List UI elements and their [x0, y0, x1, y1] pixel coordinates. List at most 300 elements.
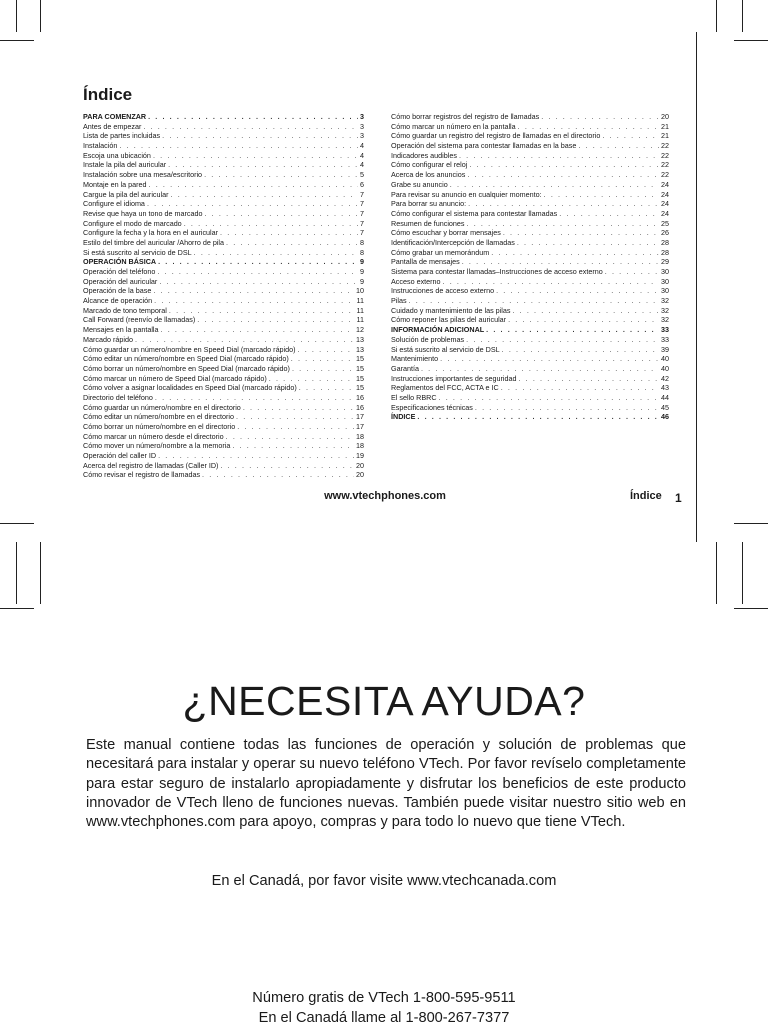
- toc-entry: [83, 228, 364, 238]
- toc-entry: [391, 354, 669, 364]
- toc-entry: [83, 345, 364, 355]
- toc-heading: Índice: [83, 85, 133, 104]
- toc-entry-label: Garantía: [391, 363, 419, 373]
- toc-entry: [83, 180, 364, 190]
- toc-entry: [391, 286, 669, 296]
- toc-leader-dots: [440, 354, 659, 364]
- toc-entry-label: Pilas: [391, 296, 407, 306]
- toc-entry-label: Reglamentos del FCC, ACTA e IC: [391, 383, 499, 393]
- toc-leader-dots: [148, 112, 358, 122]
- toc-entry-page: 9: [360, 267, 364, 276]
- toc-entry: [391, 180, 669, 190]
- toc-leader-dots: [468, 199, 659, 209]
- toc-entry-page: 17: [356, 412, 364, 422]
- toc-entry: [83, 364, 364, 374]
- toc-entry-label: Marcado de tono temporal: [83, 305, 167, 315]
- toc-entry-page: 40: [661, 354, 669, 364]
- toc-leader-dots: [467, 170, 659, 180]
- toc-entry-label: INFORMACIÓN ADICIONAL: [391, 325, 485, 335]
- toc-leader-dots: [269, 374, 354, 384]
- toc-entry-page: 7: [360, 208, 364, 218]
- crop-mark: [16, 0, 17, 32]
- toc-leader-dots: [462, 257, 659, 267]
- toc-leader-dots: [226, 432, 354, 442]
- toc-entry: [83, 170, 364, 180]
- toc-entry-label: Resumen de funciones: [391, 218, 465, 228]
- toc-entry-page: 18: [356, 431, 364, 441]
- toc-entry: [83, 141, 364, 151]
- crop-mark: [40, 0, 41, 32]
- toc-entry: [391, 122, 669, 132]
- toc-entry-page: 13: [356, 334, 364, 344]
- toc-entry: [391, 238, 669, 248]
- toc-leader-dots: [491, 248, 659, 258]
- toc-entry-page: 19: [356, 451, 364, 461]
- toc-entry-label: Cuidado y mantenimiento de las pilas: [391, 305, 511, 315]
- toc-leader-dots: [220, 461, 354, 471]
- toc-entry: [391, 190, 669, 200]
- help-body: Este manual contiene todas las funciones de operación y solución de problemas que necesitará para instalar y operar su nuevo teléfono VTech. Por favor revíselo completamente para estar seguro de instalarlo apropiadamente y disfrutar los beneficios de este producto innovador de VTech lleno de funciones nuevas. También puede visitar nuestro sitio web en www.vtechphones.com para apoyo, compras y para todo lo nuevo que tiene VTech.: [86, 737, 686, 831]
- toc-entry-label: Operación del teléfono: [83, 267, 156, 276]
- toc-entry: [83, 403, 364, 413]
- toc-entry: [83, 470, 364, 480]
- toc-leader-dots: [466, 335, 659, 345]
- toc-entry-page: 7: [360, 199, 364, 209]
- toc-entry-page: 29: [661, 257, 669, 267]
- toc-entry: [83, 131, 364, 141]
- footer-section-label: Índice: [630, 490, 662, 502]
- toc-entry-page: 22: [661, 160, 669, 170]
- toc-entry-page: 15: [356, 354, 364, 364]
- toc-entry: [391, 141, 669, 151]
- toc-entry-page: 9: [360, 276, 364, 286]
- help-title: ¿NECESITA AYUDA?: [182, 678, 586, 724]
- toc-entry-label: Cómo marcar un número de Speed Dial (marcado rápido): [83, 373, 267, 383]
- toc-entry-label: Cómo reponer las pilas del auricular: [391, 315, 507, 325]
- toc-entry-label: Acceso externo: [391, 276, 441, 286]
- toc-entry: [83, 286, 364, 296]
- toc-leader-dots: [237, 422, 354, 432]
- toc-leader-dots: [158, 257, 358, 267]
- crop-mark: [16, 542, 17, 604]
- toc-entry-page: 40: [661, 363, 669, 373]
- toc-leader-dots: [155, 393, 354, 403]
- crop-mark: [0, 40, 34, 41]
- toc-entry-label: Alcance de operación: [83, 296, 153, 306]
- toc-entry-page: 15: [356, 363, 364, 373]
- toc-entry-label: Pantalla de mensajes: [391, 257, 460, 267]
- toc-entry: [391, 209, 669, 219]
- toc-leader-dots: [450, 180, 659, 190]
- toc-entry: [83, 296, 364, 306]
- toc-leader-dots: [544, 190, 659, 200]
- toc-entry-page: 33: [661, 334, 669, 344]
- toc-leader-dots: [298, 345, 354, 355]
- toc-entry: [83, 277, 364, 287]
- toc-entry-label: Instalación: [83, 141, 118, 151]
- toc-entry-page: 7: [360, 189, 364, 199]
- toc-leader-dots: [236, 412, 354, 422]
- toc-entry-label: Configure el modo de marcado: [83, 218, 182, 228]
- toc-leader-dots: [578, 141, 659, 151]
- toc-entry-label: Cómo borrar un número/nombre en el directorio: [83, 422, 236, 431]
- toc-entry: [83, 383, 364, 393]
- toc-leader-dots: [143, 122, 358, 132]
- toc-entry: [391, 160, 669, 170]
- toc-entry-page: 22: [661, 150, 669, 160]
- toc-entry-label: Cómo editar un número/nombre en el directorio: [83, 412, 235, 422]
- toc-entry-page: 44: [661, 392, 669, 402]
- toc-leader-dots: [541, 112, 659, 122]
- toc-entry-label: Para borrar su anuncio:: [391, 199, 467, 209]
- toc-entry-label: Instrucciones de acceso externo: [391, 286, 495, 296]
- toc-entry-page: 24: [661, 179, 669, 189]
- toc-entry-label: Grabe su anuncio: [391, 179, 448, 189]
- toc-entry: [391, 248, 669, 258]
- toc-entry-label: Directorio del teléfono: [83, 392, 153, 402]
- toc-entry-label: Cargue la pila del auricular: [83, 189, 169, 199]
- toc-entry-page: 12: [356, 325, 364, 335]
- toc-entry-label: Escoja una ubicación: [83, 150, 151, 160]
- toc-entry-page: 7: [360, 218, 364, 228]
- toc-leader-dots: [501, 383, 659, 393]
- toc-entry: [391, 364, 669, 374]
- toc-entry-page: 32: [661, 305, 669, 315]
- toc-entry: [83, 422, 364, 432]
- toc-entry-page: 7: [360, 228, 364, 238]
- toc-entry: [391, 335, 669, 345]
- toc-leader-dots: [162, 131, 358, 141]
- toc-entry: [83, 151, 364, 161]
- toc-entry-label: Antes de empezar: [83, 121, 142, 131]
- toc-entry-label: Cómo guardar un número/nombre en el directorio: [83, 402, 241, 412]
- toc-leader-dots: [417, 412, 659, 422]
- toc-entry: [391, 393, 669, 403]
- crop-mark: [716, 0, 717, 32]
- toc-entry: [391, 257, 669, 267]
- toc-entry: [391, 403, 669, 413]
- toc-entry-label: Cómo revisar el registro de llamadas: [83, 470, 201, 480]
- toc-leader-dots: [204, 209, 358, 219]
- toc-entry: [83, 451, 364, 461]
- toc-entry-label: Cómo guardar un número/nombre en Speed Dial (marcado rápido): [83, 344, 296, 354]
- toc-leader-dots: [243, 403, 354, 413]
- toc-entry: [83, 374, 364, 384]
- footer-page-number: 1: [675, 491, 682, 505]
- crop-mark: [734, 608, 768, 609]
- toc-entry-label: El sello RBRC: [391, 392, 437, 402]
- toc-leader-dots: [475, 403, 659, 413]
- toc-leader-dots: [119, 141, 358, 151]
- toc-entry: [391, 267, 669, 277]
- toc-entry: [83, 306, 364, 316]
- toc-leader-dots: [135, 335, 354, 345]
- toc-entry-label: Instrucciones importantes de seguridad: [391, 373, 517, 383]
- toc-entry-page: 22: [661, 170, 669, 180]
- toc-entry-page: 8: [360, 237, 364, 247]
- toc-entry-page: 22: [661, 141, 669, 151]
- toc-entry-label: Cómo volver a asignar localidades en Speed Dial (marcado rápido): [83, 383, 297, 393]
- toc-entry-page: 9: [360, 257, 364, 267]
- toc-entry-page: 17: [356, 422, 364, 431]
- canada-website-line: En el Canadá, por favor visite www.vtechcanada.com: [211, 873, 557, 889]
- toc-entry: [391, 228, 669, 238]
- crop-mark: [716, 542, 717, 604]
- toc-leader-dots: [508, 315, 659, 325]
- toc-entry-page: 18: [356, 441, 364, 451]
- toc-entry: [83, 325, 364, 335]
- toc-leader-dots: [147, 199, 358, 209]
- toc-entry: [83, 209, 364, 219]
- toc-leader-dots: [605, 267, 659, 277]
- toc-entry-page: 11: [356, 305, 364, 315]
- toc-entry-label: Cómo guardar un registro del registro de llamadas en el directorio: [391, 131, 601, 141]
- toc-leader-dots: [469, 160, 659, 170]
- toc-entry-page: 3: [360, 112, 364, 121]
- toc-leader-dots: [439, 393, 659, 403]
- toc-entry-label: Operación del auricular: [83, 276, 158, 286]
- toc-leader-dots: [559, 209, 659, 219]
- page-edge-line: [696, 32, 697, 542]
- toc-entry: [391, 412, 669, 422]
- toc-entry-label: Si está suscrito al servicio de DSL: [83, 247, 192, 257]
- toc-entry-page: 20: [661, 112, 669, 121]
- toc-entry: [391, 151, 669, 161]
- toc-entry-page: 13: [356, 344, 364, 354]
- toc-entry: [83, 257, 364, 267]
- toc-entry: [391, 199, 669, 209]
- toc-entry-page: 4: [360, 141, 364, 151]
- toc-entry-label: Acerca de los anuncios: [391, 170, 466, 180]
- toc-entry: [391, 325, 669, 335]
- toc-entry-label: Si está suscrito al servicio de DSL: [391, 344, 500, 354]
- toc-entry-page: 11: [356, 315, 364, 325]
- toc-entry-page: 20: [356, 470, 364, 480]
- toc-entry: [391, 345, 669, 355]
- toc-entry-page: 10: [356, 286, 364, 296]
- toll-free-line: Número gratis de VTech 1-800-595-9511: [252, 990, 516, 1006]
- toc-entry-page: 20: [356, 460, 364, 470]
- toc-leader-dots: [299, 383, 354, 393]
- toc-right-column: [391, 112, 669, 422]
- toc-leader-dots: [226, 238, 358, 248]
- toc-leader-dots: [220, 228, 358, 238]
- toc-entry-page: 28: [661, 247, 669, 257]
- toc-entry-label: Lista de partes incluidas: [83, 131, 161, 141]
- toc-entry: [83, 412, 364, 422]
- toc-entry-page: 33: [661, 325, 669, 335]
- toc-entry-label: ÍNDICE: [391, 412, 416, 422]
- toc-leader-dots: [158, 451, 354, 461]
- toc-entry-page: 6: [360, 179, 364, 189]
- toc-leader-dots: [518, 374, 659, 384]
- toc-entry: [83, 160, 364, 170]
- toc-leader-dots: [518, 122, 659, 132]
- toc-leader-dots: [459, 151, 659, 161]
- toc-leader-dots: [153, 286, 354, 296]
- toc-entry-label: Cómo escuchar y borrar mensajes: [391, 228, 501, 238]
- toc-entry-label: Mensajes en la pantalla: [83, 325, 159, 335]
- toc-entry: [83, 461, 364, 471]
- toc-entry-page: 11: [356, 296, 364, 306]
- toc-entry: [83, 267, 364, 277]
- crop-mark: [0, 523, 34, 524]
- toc-entry-label: Revise que haya un tono de marcado: [83, 208, 203, 218]
- toc-leader-dots: [292, 364, 354, 374]
- toc-entry-label: Configure la fecha y la hora en el auricular: [83, 228, 219, 238]
- toc-entry: [83, 219, 364, 229]
- toc-leader-dots: [502, 345, 659, 355]
- toc-entry: [83, 393, 364, 403]
- toc-entry: [83, 112, 364, 122]
- toc-leader-dots: [512, 306, 659, 316]
- toc-entry-page: 32: [661, 315, 669, 325]
- toc-entry-label: Operación del sistema para contestar llamadas en la base: [391, 141, 577, 151]
- toc-entry-label: Cómo grabar un memorándum: [391, 247, 490, 257]
- toc-entry-page: 46: [661, 412, 669, 422]
- toc-entry-page: 21: [661, 131, 669, 141]
- crop-mark: [734, 523, 768, 524]
- toc-leader-dots: [232, 441, 354, 451]
- toc-leader-dots: [197, 315, 354, 325]
- toc-leader-dots: [517, 238, 659, 248]
- toc-entry-label: Identificación/Intercepción de llamadas: [391, 237, 515, 247]
- toc-entry-page: 16: [356, 402, 364, 412]
- toc-entry-page: 3: [360, 131, 364, 141]
- toc-entry-label: Cómo configurar el reloj: [391, 160, 468, 170]
- toc-entry: [391, 296, 669, 306]
- toc-entry-page: 32: [661, 296, 669, 306]
- toc-entry-page: 4: [360, 150, 364, 160]
- toc-entry-page: 21: [661, 121, 669, 131]
- toc-entry-page: 42: [661, 373, 669, 383]
- toc-entry-label: Configure el idioma: [83, 199, 145, 209]
- crop-mark: [734, 40, 768, 41]
- toc-entry: [391, 131, 669, 141]
- toc-entry-label: Sistema para contestar llamadas–Instrucciones de acceso externo: [391, 267, 603, 276]
- toc-leader-dots: [153, 151, 358, 161]
- toc-entry-page: 39: [661, 344, 669, 354]
- toc-leader-dots: [184, 219, 358, 229]
- toc-entry-label: Cómo borrar registros del registro de llamadas: [391, 112, 540, 121]
- toc-entry-label: Solución de problemas: [391, 334, 465, 344]
- toc-entry: [391, 383, 669, 393]
- toc-left-column: [83, 112, 364, 480]
- toc-entry: [391, 374, 669, 384]
- toc-entry-label: Instale la pila del auricular: [83, 160, 167, 170]
- toc-leader-dots: [169, 306, 355, 316]
- toc-entry: [83, 248, 364, 258]
- toc-entry: [83, 122, 364, 132]
- toc-entry-page: 15: [356, 383, 364, 393]
- toc-entry: [83, 199, 364, 209]
- toc-leader-dots: [194, 248, 358, 258]
- canada-phone-line: En el Canadá llame al 1-800-267-7377: [258, 1010, 510, 1026]
- toc-leader-dots: [157, 267, 358, 277]
- toc-leader-dots: [154, 296, 354, 306]
- crop-mark: [742, 0, 743, 32]
- toc-leader-dots: [291, 354, 354, 364]
- toc-entry-label: Acerca del registro de llamadas (Caller ID): [83, 460, 219, 470]
- toc-entry-page: 28: [661, 237, 669, 247]
- toc-entry-page: 15: [356, 373, 364, 383]
- toc-entry-label: Cómo editar un número/nombre en Speed Dial (marcado rápido): [83, 354, 289, 364]
- toc-leader-dots: [149, 180, 358, 190]
- toc-entry: [83, 441, 364, 451]
- toc-entry-page: 30: [661, 267, 669, 276]
- toc-entry-label: Cómo borrar un número/nombre en Speed Dial (marcado rápido): [83, 363, 290, 373]
- toc-entry-page: 3: [360, 121, 364, 131]
- toc-entry-page: 45: [661, 402, 669, 412]
- toc-leader-dots: [443, 277, 659, 287]
- toc-entry-page: 25: [661, 218, 669, 228]
- toc-leader-dots: [159, 277, 358, 287]
- toc-entry-page: 4: [360, 160, 364, 170]
- toc-entry-label: Para revisar su anuncio en cualquier momento:: [391, 189, 542, 199]
- toc-entry-page: 30: [661, 286, 669, 296]
- toc-leader-dots: [168, 160, 358, 170]
- toc-entry-label: Operación del caller ID: [83, 451, 157, 461]
- toc-entry: [391, 277, 669, 287]
- toc-leader-dots: [204, 170, 358, 180]
- toc-leader-dots: [486, 325, 659, 335]
- toc-entry-page: 24: [661, 199, 669, 209]
- toc-entry-page: 24: [661, 208, 669, 218]
- toc-entry-label: Cómo configurar el sistema para contestar llamadas: [391, 208, 558, 218]
- toc-entry-label: Call Forward (reenvío de llamadas): [83, 315, 196, 325]
- toc-entry-label: Instalación sobre una mesa/escritorio: [83, 170, 203, 180]
- toc-entry: [391, 170, 669, 180]
- toc-entry-label: Marcado rápido: [83, 334, 133, 344]
- toc-entry-label: Especificaciones técnicas: [391, 402, 473, 412]
- footer-url: www.vtechphones.com: [324, 490, 446, 502]
- toc-entry-page: 8: [360, 247, 364, 257]
- toc-entry: [83, 432, 364, 442]
- toc-leader-dots: [602, 131, 659, 141]
- toc-entry-label: Cómo marcar un número en la pantalla: [391, 121, 516, 131]
- toc-leader-dots: [496, 286, 659, 296]
- toc-entry-page: 43: [661, 383, 669, 393]
- toc-leader-dots: [467, 219, 659, 229]
- toc-entry: [83, 315, 364, 325]
- crop-mark: [40, 542, 41, 604]
- toc-entry: [391, 315, 669, 325]
- toc-entry-label: Montaje en la pared: [83, 179, 147, 189]
- toc-leader-dots: [202, 470, 354, 480]
- toc-entry-page: 5: [360, 170, 364, 180]
- toc-entry-page: 30: [661, 276, 669, 286]
- toc-entry: [391, 112, 669, 122]
- toc-entry-label: Indicadores audibles: [391, 150, 457, 160]
- toc-leader-dots: [503, 228, 659, 238]
- toc-entry: [83, 190, 364, 200]
- toc-entry-label: Mantenimiento: [391, 354, 439, 364]
- toc-leader-dots: [161, 325, 354, 335]
- toc-leader-dots: [421, 364, 659, 374]
- toc-entry-label: Estilo del timbre del auricular /Ahorro de pila: [83, 237, 225, 247]
- toc-entry-page: 26: [661, 228, 669, 238]
- toc-entry-page: 24: [661, 189, 669, 199]
- toc-leader-dots: [409, 296, 659, 306]
- toc-entry: [83, 354, 364, 364]
- toc-entry: [83, 335, 364, 345]
- toc-entry-label: PARA COMENZAR: [83, 112, 147, 121]
- toc-entry-page: 16: [356, 392, 364, 402]
- toc-entry-label: OPERACIÓN BÁSICA: [83, 257, 157, 267]
- toc-entry-label: Cómo mover un número/nombre a la memoria: [83, 441, 231, 451]
- toc-entry: [83, 238, 364, 248]
- toc-entry: [391, 306, 669, 316]
